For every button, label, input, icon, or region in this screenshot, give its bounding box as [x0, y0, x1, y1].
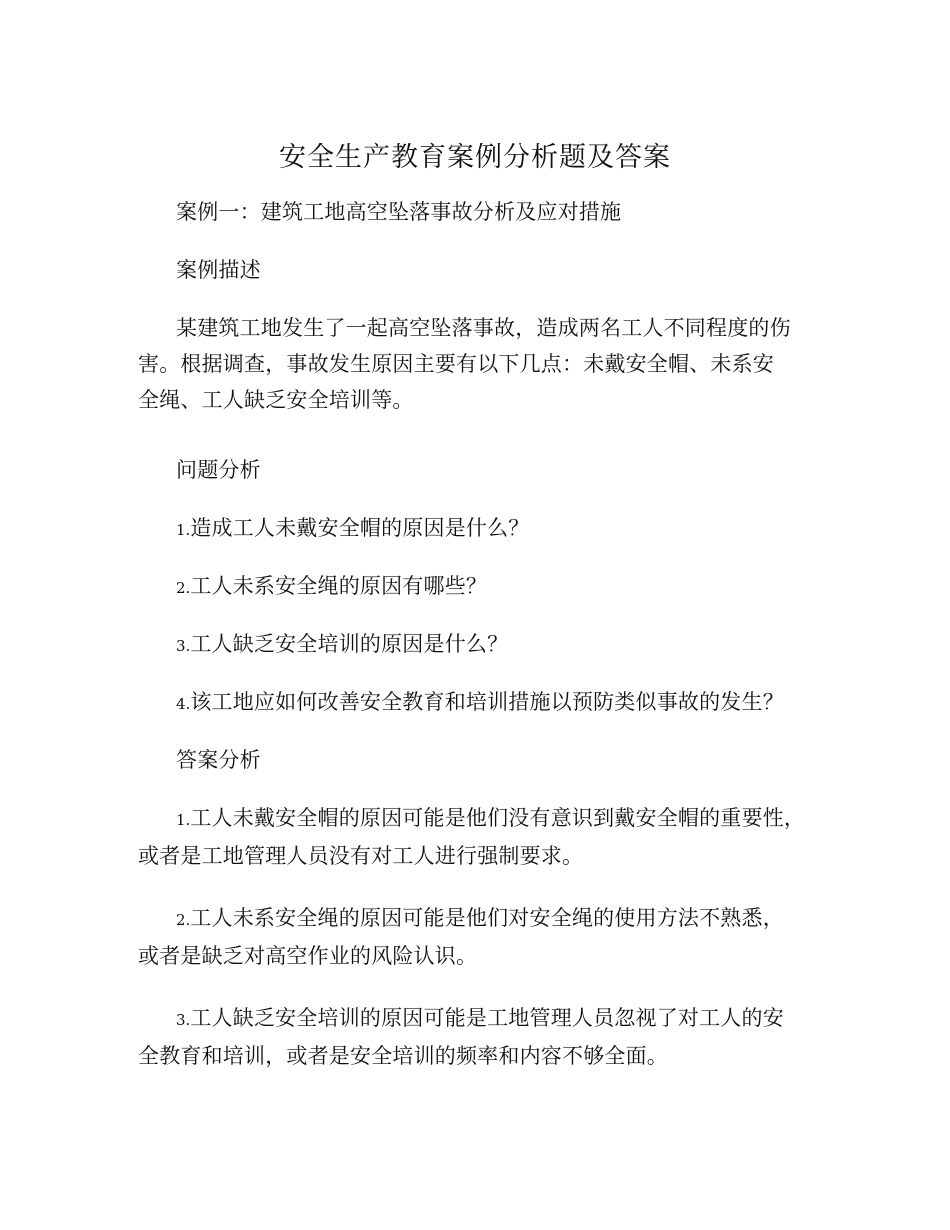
question-number: 1. [176, 521, 191, 539]
answer-item [138, 1000, 818, 1074]
question-item [138, 568, 818, 606]
description-line: 全绳、工人缺乏安全培训等。 [138, 388, 414, 412]
answer-line [138, 800, 818, 838]
case-heading: 案例一：建筑工地高空坠落事故分析及应对措施 [176, 200, 622, 224]
document-title: 安全生产教育案例分析题及答案 [279, 142, 671, 173]
answer-number: 1. [176, 811, 191, 829]
description-line: 害。根据调查，事故发生原因主要有以下几点：未戴安全帽、未系安 [138, 352, 774, 376]
answer-line: 或者是工地管理人员没有对工人进行强制要求。 [138, 844, 584, 868]
answer-number: 3. [176, 1011, 191, 1029]
answer-item [138, 900, 818, 974]
answer-line: 或者是缺乏对高空作业的风险认识。 [138, 944, 478, 968]
answer-line [138, 900, 818, 938]
answer-item [138, 800, 818, 874]
description-heading: 案例描述 [176, 258, 261, 282]
question-item [138, 510, 818, 548]
answer-text: 工人未戴安全帽的原因可能是他们没有意识到戴安全帽的重要性， [190, 806, 806, 830]
question-text: 该工地应如何改善安全教育和培训措施以预防类似事故的发生？ [190, 690, 784, 714]
question-heading: 问题分析 [176, 458, 261, 482]
description-line: 某建筑工地发生了一起高空坠落事故，造成两名工人不同程度的伤 [176, 316, 791, 340]
question-text: 造成工人未戴安全帽的原因是什么？ [190, 516, 530, 540]
question-text: 工人未系安全绳的原因有哪些？ [190, 574, 488, 598]
answer-line [138, 1000, 818, 1038]
answer-line: 全教育和培训，或者是安全培训的频率和内容不够全面。 [138, 1044, 668, 1068]
answer-text: 工人未系安全绳的原因可能是他们对安全绳的使用方法不熟悉， [190, 906, 784, 930]
description-paragraph [138, 310, 818, 418]
answer-number: 2. [176, 911, 191, 929]
question-item [138, 684, 818, 722]
question-number: 3. [176, 637, 191, 655]
question-text: 工人缺乏安全培训的原因是什么？ [190, 632, 509, 656]
answer-heading: 答案分析 [176, 748, 261, 772]
question-number: 2. [176, 579, 191, 597]
question-number: 4. [176, 695, 191, 713]
question-item [138, 626, 818, 664]
answer-text: 工人缺乏安全培训的原因可能是工地管理人员忽视了对工人的安 [190, 1006, 784, 1030]
